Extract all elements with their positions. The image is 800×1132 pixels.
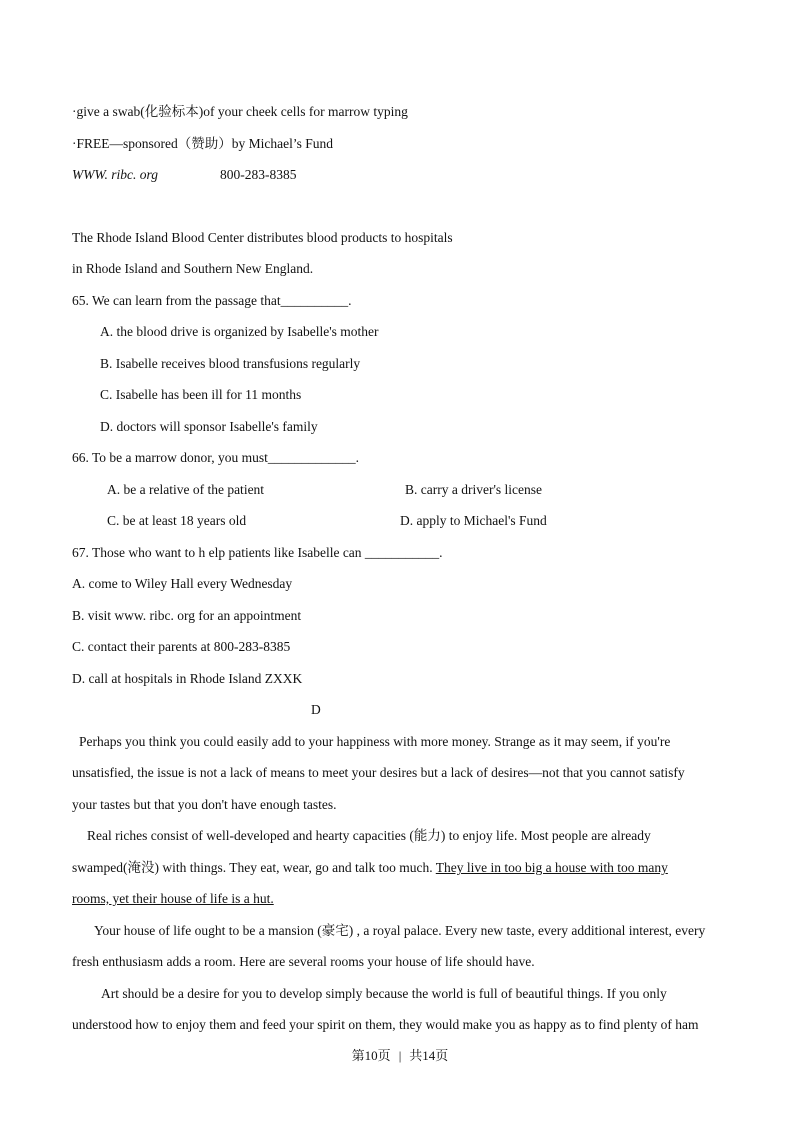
passage-p2-line-1: Real riches consist of well-developed and hearty capacities (能力) to enjoy life. Most people are already	[87, 828, 651, 843]
ad-line-free: ·FREE—sponsored（赞助）by Michael’s Fund	[72, 136, 333, 151]
question-67-option-d: D. call at hospitals in Rhode Island ZXXK	[72, 671, 303, 686]
page-total: 共14页	[409, 1048, 449, 1063]
passage-p3-line-1: Your house of life ought to be a mansion (豪宅) , a royal palace. Every new taste, every additional interest, every	[94, 923, 706, 938]
question-66-option-b: B. carry a driver's license	[405, 482, 542, 497]
question-66-option-d: D. apply to Michael's Fund	[400, 513, 547, 528]
passage-p1-line-3: your tastes but that you don't have enough tastes.	[72, 797, 337, 812]
passage-p3-line-2: fresh enthusiasm adds a room. Here are several rooms your house of life should have.	[72, 954, 535, 969]
page-number: 第10页	[351, 1048, 391, 1063]
passage-underlined-sentence: They live in too big a house with too many	[435, 860, 668, 875]
question-66-option-c: C. be at least 18 years old	[107, 513, 247, 528]
question-65-stem: 65. We can learn from the passage that__________.	[72, 293, 352, 308]
passage-p1-line-1: Perhaps you think you could easily add to your happiness with more money. Strange as it may seem, if you're	[79, 734, 671, 749]
passage-underlined-sentence-end: rooms, yet their house of life is a hut.	[72, 891, 274, 906]
passage-p4-line-2: understood how to enjoy them and feed your spirit on them, they would make you as happy as to find plenty of ham	[72, 1017, 699, 1032]
passage-p2-line-2-plain: swamped(淹没) with things. They eat, wear, go and talk too much.	[72, 860, 436, 875]
section-label: D	[311, 702, 321, 717]
passage-p1-line-2: unsatisfied, the issue is not a lack of means to meet your desires but a lack of desires—not that you cannot satisfy	[72, 765, 685, 780]
passage-p2-line-2	[72, 860, 668, 876]
footer-separator: |	[398, 1048, 402, 1063]
page-footer	[0, 1048, 800, 1064]
question-65-option-d: D. doctors will sponsor Isabelle's family	[100, 419, 318, 434]
note-line-2: in Rhode Island and Southern New England.	[72, 261, 314, 276]
note-line-1: The Rhode Island Blood Center distributes blood products to hospitals	[72, 230, 453, 245]
ad-phone: 800-283-8385	[220, 167, 297, 182]
question-67-option-a: A. come to Wiley Hall every Wednesday	[72, 576, 293, 591]
question-66-option-a: A. be a relative of the patient	[107, 482, 265, 497]
question-67-stem: 67. Those who want to h elp patients like Isabelle can ___________.	[72, 545, 443, 560]
question-65-option-a: A. the blood drive is organized by Isabelle's mother	[100, 324, 379, 339]
question-66-stem: 66. To be a marrow donor, you must_____________.	[72, 450, 359, 465]
ad-website: WWW. ribc. org	[72, 167, 158, 182]
question-65-option-b: B. Isabelle receives blood transfusions regularly	[100, 356, 361, 371]
question-65-option-c: C. Isabelle has been ill for 11 months	[100, 387, 302, 402]
passage-p4-line-1: Art should be a desire for you to develop simply because the world is full of beautiful things. If you only	[101, 986, 667, 1001]
question-67-option-c: C. contact their parents at 800-283-8385	[72, 639, 291, 654]
question-67-option-b: B. visit www. ribc. org for an appointment	[72, 608, 302, 623]
ad-line-swab: ·give a swab(化验标本)of your cheek cells for marrow typing	[72, 104, 408, 119]
